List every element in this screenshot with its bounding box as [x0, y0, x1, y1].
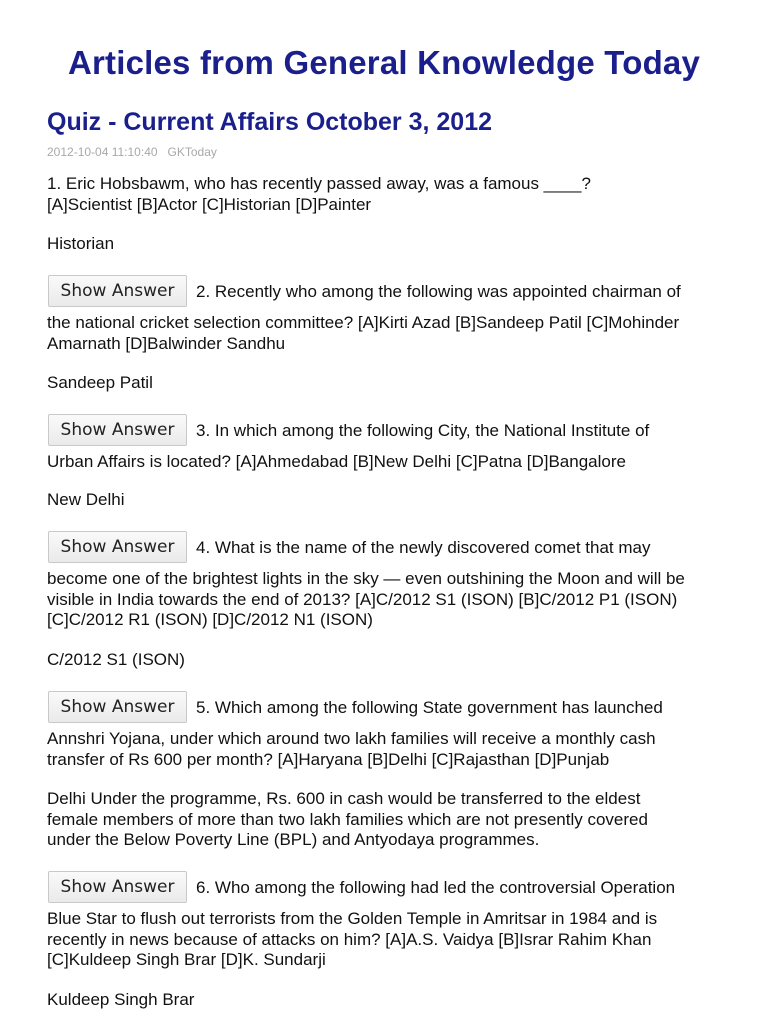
answer-4-line-1: C/2012 S1 (ISON) — [47, 650, 185, 669]
question-6 — [47, 909, 657, 971]
question-5-first-line: 5. Which among the following State government has launched — [196, 698, 663, 717]
question-2 — [47, 313, 679, 354]
show-answer-button-1[interactable]: Show Answer — [48, 275, 187, 307]
question-5-line-1: Annshri Yojana, under which around two lakh families will receive a monthly cash — [47, 729, 656, 748]
answer-6 — [47, 990, 194, 1011]
question-4 — [47, 569, 685, 631]
question-2-line-1: the national cricket selection committee? [A]Kirti Azad [B]Sandeep Patil [C]Mohinder — [47, 313, 680, 332]
show-answer-button-3[interactable]: Show Answer — [48, 531, 187, 563]
show-answer-button-4[interactable]: Show Answer — [48, 691, 187, 723]
article-meta: 2012-10-04 11:10:40 GKToday — [47, 145, 217, 159]
question-1 — [47, 174, 591, 215]
question-4-line-2: visible in India towards the end of 2013? [A]C/2012 S1 (ISON) [B]C/2012 P1 (ISON) — [47, 589, 678, 609]
question-3 — [47, 452, 626, 473]
answer-5-line-3: under the Below Poverty Line (BPL) and Antyodaya programmes. — [47, 830, 540, 849]
question-5 — [47, 729, 656, 770]
answer-5-line-1: Delhi Under the programme, Rs. 600 in cash would be transferred to the eldest — [47, 789, 641, 808]
answer-5-line-2: female members of more than two lakh families which are not presently covered — [47, 809, 648, 829]
show-answer-button-2[interactable]: Show Answer — [48, 414, 187, 446]
answer-3-line-1: New Delhi — [47, 490, 125, 509]
answer-3 — [47, 490, 124, 511]
article-title[interactable]: Quiz - Current Affairs October 3, 2012 — [47, 108, 493, 136]
show-answer-button-5[interactable]: Show Answer — [48, 871, 187, 903]
question-1-line-1: 1. Eric Hobsbawm, who has recently passed away, was a famous ____? — [47, 174, 591, 193]
question-4-first-line: 4. What is the name of the newly discovered comet that may — [196, 538, 651, 557]
question-3-line-1: Urban Affairs is located? [A]Ahmedabad [B]New Delhi [C]Patna [D]Bangalore — [47, 452, 626, 471]
question-6-first-line: 6. Who among the following had led the controversial Operation — [196, 878, 676, 897]
answer-5 — [47, 789, 648, 851]
question-5-line-2: transfer of Rs 600 per month? [A]Haryana [B]Delhi [C]Rajasthan [D]Punjab — [47, 749, 610, 769]
site-title: Articles from General Knowledge Today — [67, 44, 701, 81]
question-1-line-2: [A]Scientist [B]Actor [C]Historian [D]Painter — [47, 194, 372, 214]
question-4-line-3: [C]C/2012 R1 (ISON) [D]C/2012 N1 (ISON) — [47, 610, 373, 629]
question-6-line-1: Blue Star to flush out terrorists from the Golden Temple in Amritsar in 1984 and is — [47, 909, 658, 928]
answer-6-line-1: Kuldeep Singh Brar — [47, 990, 195, 1009]
answer-2 — [47, 373, 153, 394]
question-6-line-2: recently in news because of attacks on him? [A]A.S. Vaidya [B]Israr Rahim Khan — [47, 929, 652, 949]
question-3-first-line: 3. In which among the following City, the National Institute of — [196, 421, 650, 440]
question-4-line-1: become one of the brightest lights in the sky — even outshining the Moon and will be — [47, 569, 685, 588]
question-2-line-2: Amarnath [D]Balwinder Sandhu — [47, 333, 286, 353]
question-2-first-line: 2. Recently who among the following was appointed chairman of — [196, 282, 681, 301]
question-6-line-3: [C]Kuldeep Singh Brar [D]K. Sundarji — [47, 950, 326, 969]
answer-1-line-1: Historian — [47, 234, 115, 253]
answer-4 — [47, 650, 185, 671]
answer-2-line-1: Sandeep Patil — [47, 373, 153, 392]
answer-1 — [47, 234, 114, 255]
